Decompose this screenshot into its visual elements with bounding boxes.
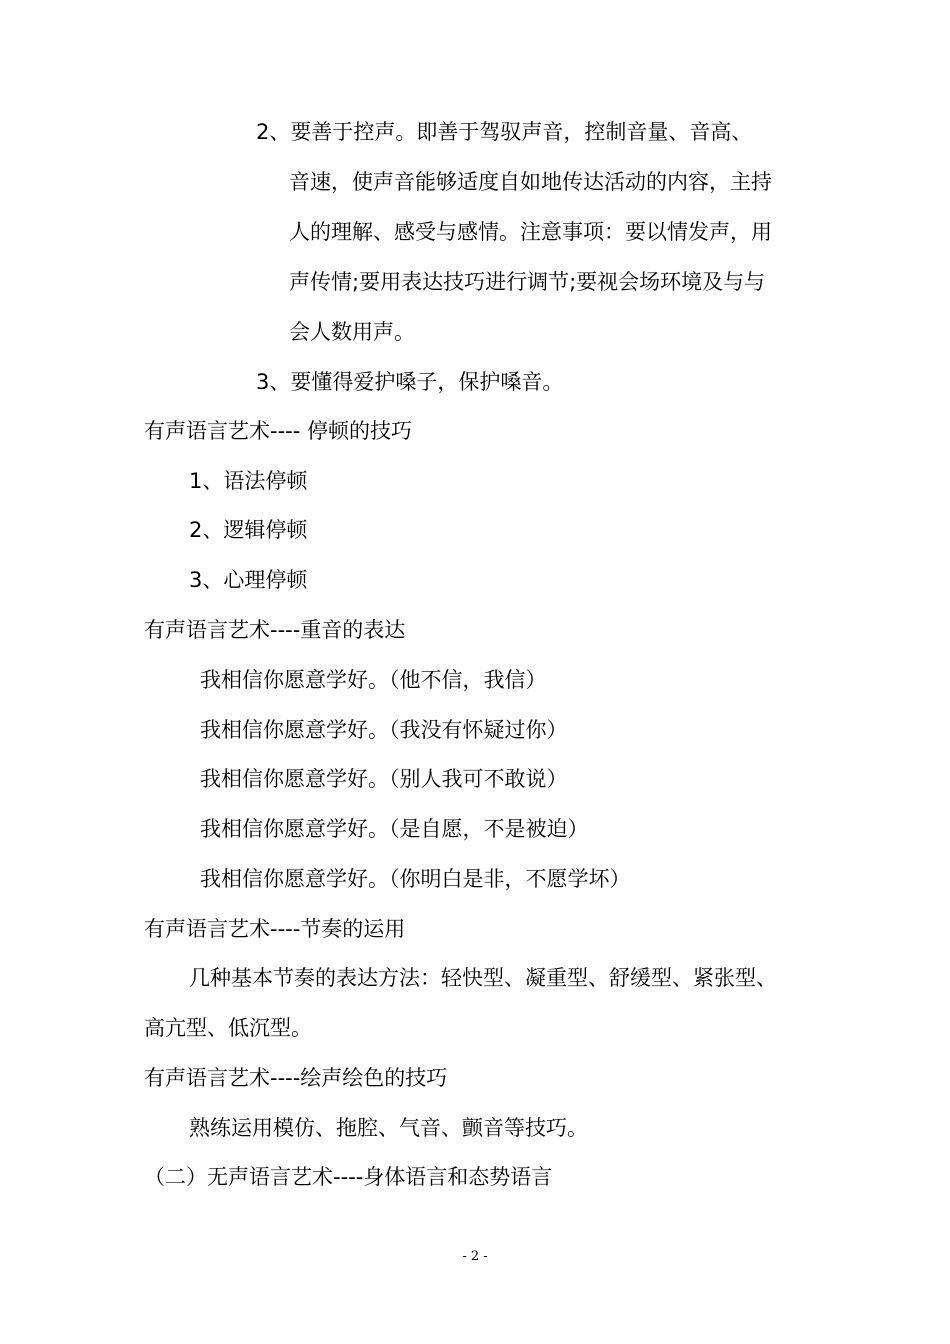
section-heading: 有声语言艺术---- 停顿的技巧 <box>144 419 412 443</box>
section-heading: 有声语言艺术----节奏的运用 <box>144 917 406 941</box>
text-line: 2、要善于控声。即善于驾驭声音，控制音量、音高、 <box>256 120 753 144</box>
text-line: 熟练运用模仿、拖腔、气音、颤音等技巧。 <box>189 1116 588 1140</box>
page-number: - 2 - <box>462 1249 488 1264</box>
text-line: 高亢型、低沉型。 <box>144 1016 312 1040</box>
text-line: 会人数用声。 <box>289 320 415 344</box>
list-item: 2、逻辑停顿 <box>189 518 308 542</box>
text-line: 音速，使声音能够适度自如地传达活动的内容，主持 <box>289 170 772 194</box>
example-line: 我相信你愿意学好。（你明白是非，不愿学坏） <box>200 867 631 891</box>
example-line: 我相信你愿意学好。（他不信，我信） <box>200 668 547 692</box>
text-line: 声传情;要用表达技巧进行调节;要视会场环境及与与 <box>289 270 766 294</box>
example-line: 我相信你愿意学好。（我没有怀疑过你） <box>200 718 568 742</box>
example-line: 我相信你愿意学好。（别人我可不敢说） <box>200 767 568 791</box>
list-item: 3、心理停顿 <box>189 568 308 592</box>
text-line: 几种基本节奏的表达方法：轻快型、凝重型、舒缓型、紧张型、 <box>189 966 777 990</box>
section-heading: 有声语言艺术----重音的表达 <box>144 618 406 642</box>
list-item: 1、语法停顿 <box>189 469 308 493</box>
example-line: 我相信你愿意学好。（是自愿，不是被迫） <box>200 817 589 841</box>
section-heading: （二）无声语言艺术----身体语言和态势语言 <box>144 1165 553 1189</box>
text-line: 人的理解、感受与感情。注意事项：要以情发声，用 <box>289 220 772 244</box>
section-heading: 有声语言艺术----绘声绘色的技巧 <box>144 1066 448 1090</box>
text-line: 3、要懂得爱护嗓子，保护嗓音。 <box>256 370 564 394</box>
